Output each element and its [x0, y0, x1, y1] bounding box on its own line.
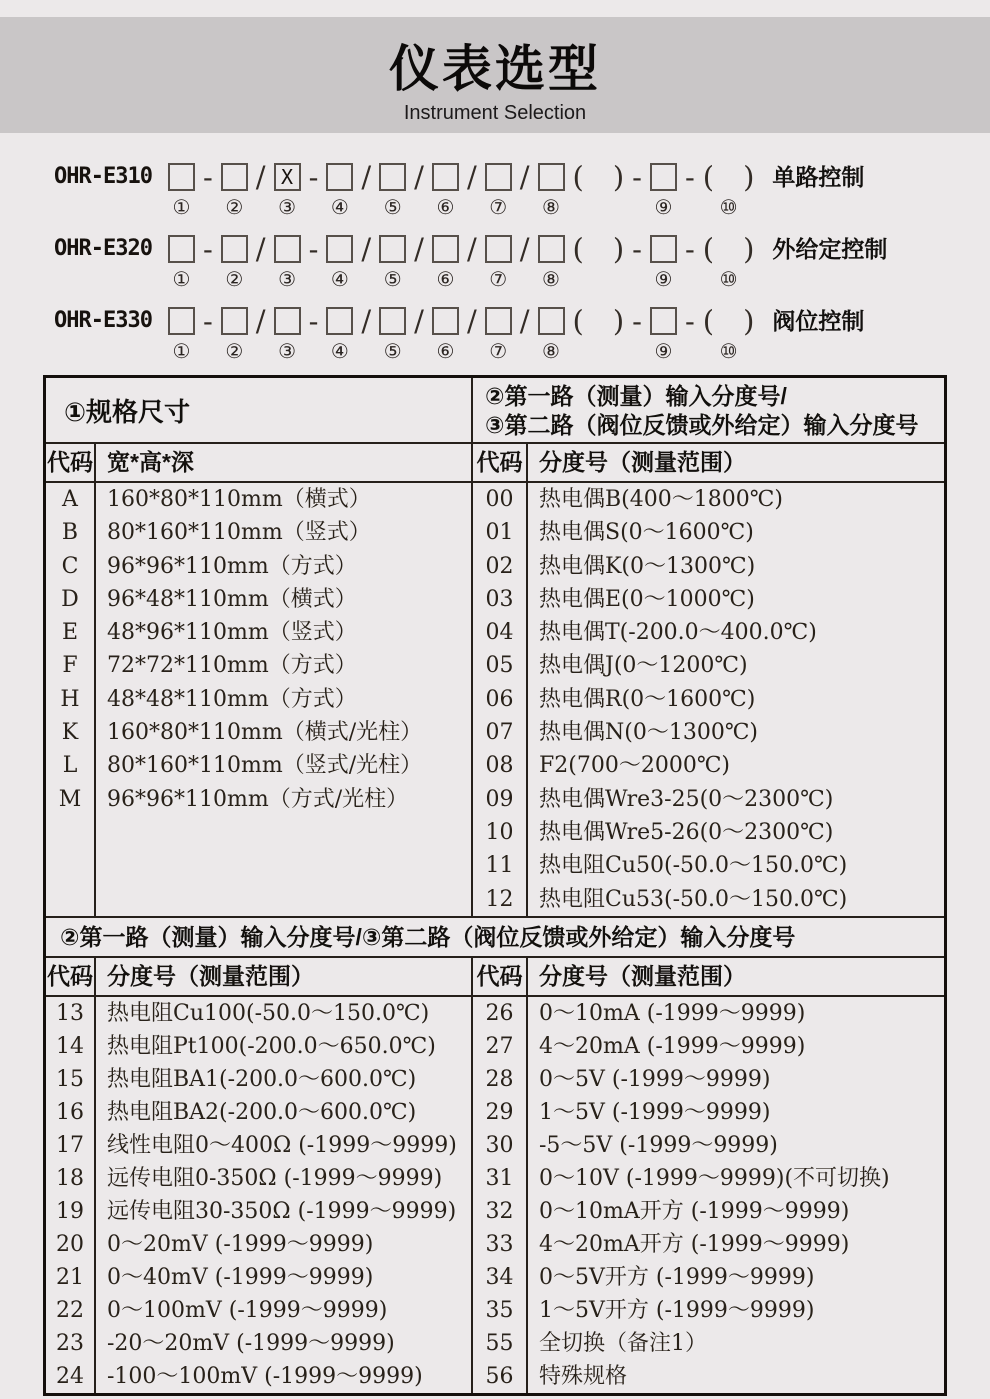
value-cell: 0～10V (-1999～9999)(不可切换): [539, 1165, 890, 1191]
code-cell: 00: [485, 487, 514, 512]
code-cell: 16: [56, 1099, 84, 1125]
code-box: [168, 163, 195, 191]
value-cell: 热电偶S(0～1600℃): [539, 520, 754, 546]
model-code-row: [54, 231, 990, 291]
code-box: [326, 235, 353, 263]
model-number-label: OHR-E320: [54, 236, 152, 261]
separator-slot: /: [466, 160, 477, 194]
code-box: [379, 235, 406, 263]
value-cell: 160*80*110mm（横式）: [107, 487, 371, 512]
model-code-section: [54, 159, 990, 363]
separator-slot: /: [519, 232, 530, 266]
page: [0, 17, 990, 1396]
code-column: [473, 483, 528, 916]
code-box-slot: [485, 231, 512, 291]
code-column: [46, 997, 96, 1393]
input-division-header-cell: [471, 378, 944, 442]
code-cell: 23: [56, 1330, 84, 1356]
code-box: [168, 307, 195, 335]
value-cell: 0～5V开方 (-1999～9999): [539, 1264, 815, 1290]
value-cell: [96, 883, 471, 916]
code-box: [221, 235, 248, 263]
position-number: ⑥: [436, 339, 455, 363]
code-box: [538, 307, 565, 335]
table-half: [46, 483, 471, 916]
value-cell: 热电偶Wre5-26(0～2300℃): [539, 819, 834, 845]
position-number: ⑤: [383, 195, 402, 219]
position-number: ④: [330, 267, 349, 291]
code-cell: 02: [485, 553, 514, 579]
position-number: ⑩: [719, 267, 738, 291]
value-cell: 远传电阻0-350Ω (-1999～9999): [107, 1165, 443, 1191]
value-cell: 0～5V (-1999～9999): [539, 1066, 771, 1092]
code-cell: 19: [56, 1198, 84, 1224]
value-cell: 0～10mA开方 (-1999～9999): [539, 1198, 850, 1224]
separator-slot: -: [632, 232, 642, 266]
code-cell: 12: [485, 886, 514, 912]
value-cell: 热电阻Cu53(-50.0～150.0℃): [539, 886, 848, 912]
value-cell: 线性电阻0～400Ω (-1999～9999): [107, 1132, 457, 1158]
code-box: [221, 307, 248, 335]
position-number: ②: [225, 195, 244, 219]
code-cell: 13: [56, 1000, 84, 1026]
position-number: ①: [172, 267, 191, 291]
value-cell: 热电偶E(0～1000℃): [539, 586, 755, 612]
code-column: [46, 483, 96, 916]
code-box: [326, 163, 353, 191]
code-cell: 21: [56, 1264, 84, 1290]
column-header-cell: 分度号（测量范围）: [107, 962, 314, 989]
code-box: [432, 163, 459, 191]
position-number: ⑨: [654, 195, 673, 219]
code-cell: E: [61, 620, 79, 646]
value-cell: 远传电阻30-350Ω (-1999～9999): [107, 1198, 457, 1224]
input-division-header-line2: ③第二路（阀位反馈或外给定）输入分度号: [485, 412, 919, 438]
value-cell: F2(700～2000℃): [539, 753, 731, 779]
code-box-slot: [326, 303, 353, 363]
code-box-slot: [485, 159, 512, 219]
code-box: [432, 307, 459, 335]
value-cell: 0～10mA (-1999～9999): [539, 1000, 806, 1026]
title-band: [0, 17, 990, 133]
value-cell: 96*48*110mm（横式）: [107, 586, 357, 612]
value-cell: 96*96*110mm（方式/光柱）: [107, 786, 409, 812]
code-cell: 34: [485, 1264, 514, 1290]
value-column: [528, 997, 944, 1393]
code-box-slot: [538, 231, 565, 291]
position-number: ⑧: [542, 195, 560, 219]
value-cell: 特殊规格: [539, 1363, 628, 1389]
separator-slot: -: [308, 232, 319, 266]
separator-slot: ( ) ⑩: [702, 304, 755, 363]
separator-slot: ( ): [572, 160, 625, 194]
position-number: ⑦: [489, 339, 508, 363]
code-box-slot: [221, 159, 248, 219]
position-number: ②: [225, 267, 244, 291]
value-cell: 热电偶J(0～1200℃): [539, 653, 748, 679]
code-cell: A: [62, 487, 78, 512]
separator-slot: -: [202, 304, 213, 338]
value-cell: 0～20mV (-1999～9999): [107, 1231, 374, 1257]
code-cell: H: [60, 686, 80, 712]
code-box-slot: [432, 303, 459, 363]
separator-slot: /: [414, 160, 424, 194]
code-cell: 24: [56, 1363, 84, 1389]
code-box-slot: [326, 231, 353, 291]
separator-slot: ( ): [572, 304, 625, 338]
code-cell: 27: [485, 1033, 514, 1059]
code-cell: F: [62, 653, 78, 679]
code-cell: 01: [485, 520, 514, 546]
model-number-label: OHR-E330: [54, 308, 152, 333]
position-number: ①: [172, 195, 191, 219]
separator-slot: /: [519, 160, 530, 194]
section2-title: ②第一路（测量）输入分度号/③第二路（阀位反馈或外给定）输入分度号: [46, 918, 944, 958]
page-title: 仪表选型: [389, 41, 601, 97]
value-cell: 1～5V (-1999～9999): [539, 1099, 771, 1125]
control-type-label: 单路控制: [772, 164, 865, 190]
table-half: [471, 958, 944, 995]
value-cell: 热电偶B(400～1800℃): [539, 487, 783, 512]
code-box: [485, 163, 512, 191]
value-cell: -20～20mV (-1999～9999): [107, 1330, 395, 1356]
separator-slot: -: [308, 160, 319, 194]
table2-column-header-row: [46, 958, 944, 997]
code-box: [650, 163, 677, 191]
value-cell: 热电偶K(0～1300℃): [539, 553, 756, 579]
column-header-cell: 分度号（测量范围）: [539, 962, 746, 989]
code-box-slot: [168, 159, 195, 219]
value-cell: 160*80*110mm（横式/光柱）: [107, 720, 423, 746]
separator-slot: ( ) ⑩: [702, 232, 755, 291]
code-column: [473, 997, 528, 1393]
separator-slot: -: [684, 304, 695, 338]
column-header-cell: 分度号（测量范围）: [539, 449, 746, 475]
value-cell: 热电阻Pt100(-200.0～650.0℃): [107, 1033, 436, 1059]
position-number: ⑨: [654, 339, 673, 363]
position-number: ⑩: [719, 339, 738, 363]
separator-slot: /: [466, 232, 477, 266]
code-cell: 05: [485, 653, 514, 679]
code-cell: 29: [485, 1099, 514, 1125]
value-cell: 热电阻Cu100(-50.0～150.0℃): [107, 1000, 430, 1026]
code-box: [274, 235, 301, 263]
value-cell: 热电偶T(-200.0～400.0℃): [539, 620, 817, 646]
separator-slot: /: [519, 304, 530, 338]
value-cell: 48*48*110mm（方式）: [107, 686, 357, 712]
code-cell: 31: [485, 1165, 514, 1191]
separator-slot: ( ): [572, 232, 625, 266]
value-cell: [96, 849, 471, 882]
code-box-slot: [379, 303, 406, 363]
position-number: ⑤: [383, 267, 402, 291]
selection-table: [43, 375, 947, 1396]
value-cell: 热电偶R(0～1600℃): [539, 686, 756, 712]
code-box: [379, 307, 406, 335]
code-cell: 35: [485, 1297, 514, 1323]
code-box: [485, 235, 512, 263]
table1-header-row: [46, 378, 944, 444]
position-number: ⑧: [542, 267, 560, 291]
separator-slot: -: [202, 232, 213, 266]
position-number: ⑩: [719, 195, 738, 219]
value-cell: 72*72*110mm（方式）: [107, 653, 357, 679]
value-cell: 热电偶Wre3-25(0～2300℃): [539, 786, 834, 812]
value-cell: 0～40mV (-1999～9999): [107, 1264, 374, 1290]
code-cell: 55: [485, 1330, 514, 1356]
code-cell: 56: [485, 1363, 514, 1389]
code-box-slot: [274, 231, 301, 291]
table-half: [46, 958, 471, 995]
code-box: [221, 163, 248, 191]
position-number: ⑤: [383, 339, 402, 363]
code-cell: 32: [485, 1198, 514, 1224]
value-cell: 热电偶N(0～1300℃): [539, 720, 759, 746]
code-cell: [46, 849, 94, 882]
table-half: [46, 444, 471, 481]
value-cell: [96, 816, 471, 849]
code-cell: M: [58, 786, 82, 812]
input-division-header-line1: ②第一路（测量）输入分度号/: [485, 383, 787, 409]
table1-column-header-row: [46, 444, 944, 483]
code-box: [379, 163, 406, 191]
position-number: ③: [278, 339, 297, 363]
code-cell: [46, 883, 94, 916]
position-number: ④: [330, 339, 349, 363]
page-subtitle: Instrument Selection: [403, 102, 587, 124]
value-cell: -100～100mV (-1999～9999): [107, 1363, 423, 1389]
code-box-slot: [221, 231, 248, 291]
code-cell: 10: [485, 819, 514, 845]
separator-slot: /: [466, 304, 477, 338]
code-box-slot: [168, 303, 195, 363]
table1-body: [46, 483, 944, 918]
separator-slot: -: [684, 160, 695, 194]
code-cell: C: [61, 553, 79, 579]
separator-slot: /: [255, 160, 266, 194]
code-cell: 26: [485, 1000, 514, 1026]
value-column: [96, 997, 471, 1393]
model-code-row: [54, 159, 990, 219]
code-cell: 06: [485, 686, 514, 712]
code-box-slot: [432, 159, 459, 219]
value-column: [528, 483, 944, 916]
code-box-slot: [274, 159, 301, 219]
separator-slot: /: [255, 232, 266, 266]
code-cell: D: [61, 586, 79, 612]
value-cell: -5～5V (-1999～9999): [539, 1132, 778, 1158]
code-cell: 28: [485, 1066, 514, 1092]
code-box: [650, 307, 677, 335]
value-cell: 0～100mV (-1999～9999): [107, 1297, 388, 1323]
code-cell: [46, 816, 94, 849]
code-cell: 18: [56, 1165, 84, 1191]
position-number: ②: [225, 339, 244, 363]
value-cell: 80*160*110mm（竖式）: [107, 520, 371, 546]
separator-slot: ( ) ⑩: [702, 160, 755, 219]
separator-slot: /: [414, 304, 424, 338]
code-cell: 20: [56, 1231, 84, 1257]
position-number: ①: [172, 339, 191, 363]
code-box-slot: [650, 303, 677, 363]
model-number-label: OHR-E310: [54, 164, 152, 189]
table-half: [46, 997, 471, 1393]
code-box: [168, 235, 195, 263]
value-cell: 4～20mA开方 (-1999～9999): [539, 1231, 850, 1257]
code-cell: B: [61, 520, 79, 546]
separator-slot: /: [361, 160, 372, 194]
separator-slot: -: [632, 304, 642, 338]
code-cell: 07: [485, 720, 514, 746]
separator-slot: -: [202, 160, 213, 194]
position-number: ⑨: [654, 267, 673, 291]
table-half: [471, 997, 944, 1393]
code-cell: K: [61, 720, 79, 746]
separator-slot: /: [361, 232, 372, 266]
value-cell: 80*160*110mm（竖式/光柱）: [107, 753, 423, 779]
position-number: ⑥: [436, 267, 455, 291]
code-box-slot: [379, 231, 406, 291]
code-cell: 04: [485, 620, 514, 646]
table-half: [471, 444, 944, 481]
value-cell: 96*96*110mm（方式）: [107, 553, 357, 579]
column-header-cell: 代码: [47, 449, 93, 475]
code-box-slot: [432, 231, 459, 291]
code-box: X: [274, 163, 301, 191]
code-box-slot: [379, 159, 406, 219]
separator-slot: -: [308, 304, 319, 338]
value-cell: 全切换（备注1）: [539, 1330, 707, 1356]
separator-slot: /: [414, 232, 424, 266]
separator-slot: /: [255, 304, 266, 338]
separator-slot: -: [684, 232, 695, 266]
value-cell: 热电阻BA2(-200.0～600.0℃): [107, 1099, 417, 1125]
code-cell: 30: [485, 1132, 514, 1158]
code-cell: 22: [56, 1297, 84, 1323]
code-cell: 33: [485, 1231, 514, 1257]
code-box: [650, 235, 677, 263]
code-box: [538, 235, 565, 263]
code-cell: 03: [485, 586, 514, 612]
position-number: ⑦: [489, 267, 508, 291]
code-box: [432, 235, 459, 263]
value-cell: 48*96*110mm（竖式）: [107, 620, 357, 646]
column-header-cell: 代码: [476, 962, 523, 989]
column-header-cell: 代码: [476, 449, 523, 475]
code-box: [274, 307, 301, 335]
separator-slot: -: [632, 160, 642, 194]
code-cell: 15: [56, 1066, 84, 1092]
table2-body: [46, 997, 944, 1393]
value-cell: 热电阻Cu50(-50.0～150.0℃): [539, 853, 848, 879]
code-cell: L: [62, 753, 78, 779]
column-header-cell: 代码: [47, 962, 93, 989]
code-box-slot: [538, 159, 565, 219]
value-column: [96, 483, 471, 916]
code-cell: 11: [485, 853, 514, 879]
code-cell: 08: [485, 753, 514, 779]
code-cell: 14: [56, 1033, 84, 1059]
code-box: [538, 163, 565, 191]
code-box-slot: [168, 231, 195, 291]
code-cell: 17: [56, 1132, 84, 1158]
value-cell: 1～5V开方 (-1999～9999): [539, 1297, 815, 1323]
code-box-slot: [274, 303, 301, 363]
position-number: ⑦: [489, 195, 508, 219]
column-header-cell: 宽*高*深: [107, 449, 194, 475]
value-cell: 热电阻BA1(-200.0～600.0℃): [107, 1066, 417, 1092]
code-box: [326, 307, 353, 335]
code-cell: 09: [485, 786, 514, 812]
control-type-label: 外给定控制: [772, 236, 888, 262]
code-box-slot: [650, 231, 677, 291]
code-box-slot: [221, 303, 248, 363]
control-type-label: 阀位控制: [772, 308, 865, 334]
position-number: ③: [278, 267, 297, 291]
code-box: [485, 307, 512, 335]
code-box-slot: [538, 303, 565, 363]
position-number: ⑥: [436, 195, 455, 219]
position-number: ⑧: [542, 339, 560, 363]
separator-slot: /: [361, 304, 372, 338]
code-box-slot: [485, 303, 512, 363]
table-half: [471, 483, 944, 916]
spec-size-header-cell: ①规格尺寸: [64, 396, 191, 427]
position-number: ③: [278, 195, 297, 219]
code-box-slot: [650, 159, 677, 219]
code-box-slot: [326, 159, 353, 219]
position-number: ④: [330, 195, 349, 219]
value-cell: 4～20mA (-1999～9999): [539, 1033, 806, 1059]
model-code-row: [54, 303, 990, 363]
